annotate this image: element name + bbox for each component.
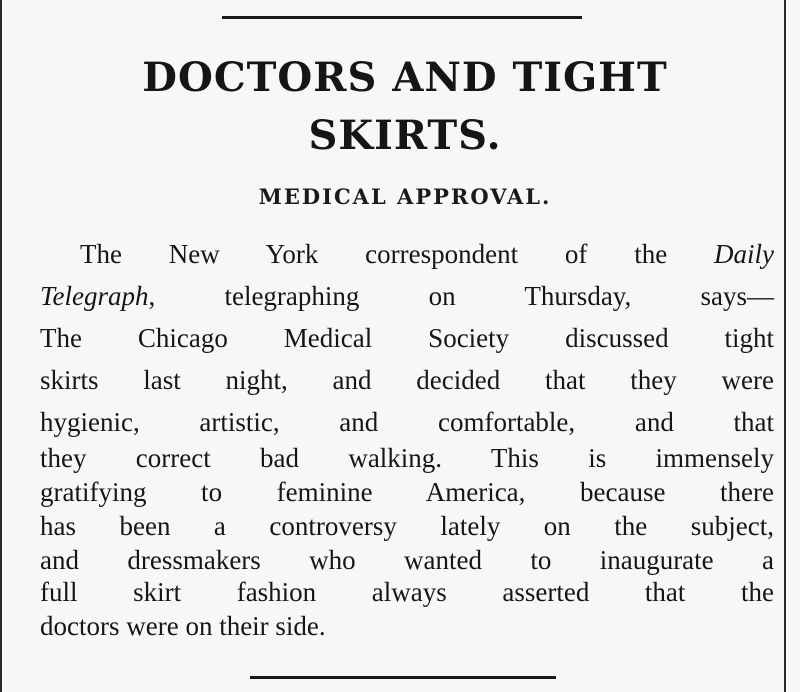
- body-line-5: hygienic, artistic, and comfortable, and that: [40, 407, 774, 437]
- body-line-2: [40, 282, 774, 311]
- column-border-left: [0, 0, 2, 692]
- body-line-9: and dressmakers who wanted to inaugurate a: [40, 545, 774, 575]
- top-rule: [222, 16, 582, 19]
- body-line-2-italic: Telegraph: [40, 281, 149, 311]
- column-border-right: [784, 0, 786, 692]
- body-line-7: gratifying to feminine America, because there: [40, 477, 774, 507]
- subheading: MEDICAL APPROVAL.: [258, 184, 552, 209]
- body-line-2-text: , telegraphing on Thursday, says—: [148, 281, 774, 311]
- body-line-11: doctors were on their side.: [40, 611, 326, 641]
- body-line-4: skirts last night, and decided that they were: [40, 365, 774, 395]
- body-line-1-text: The New York correspondent of the: [80, 239, 714, 269]
- body-line-3: The Chicago Medical Society discussed tight: [40, 323, 774, 353]
- body-line-1-italic: Daily: [714, 239, 774, 269]
- body-line-1: [40, 240, 774, 269]
- body-line-6: they correct bad walking. This is immensely: [40, 443, 774, 473]
- body-line-8: has been a controversy lately on the subject,: [40, 511, 774, 541]
- headline-line-1: DOCTORS AND TIGHT: [142, 54, 668, 101]
- body-line-10: full skirt fashion always asserted that the: [40, 577, 774, 607]
- bottom-rule: [250, 676, 556, 679]
- headline-line-2: SKIRTS.: [308, 112, 502, 159]
